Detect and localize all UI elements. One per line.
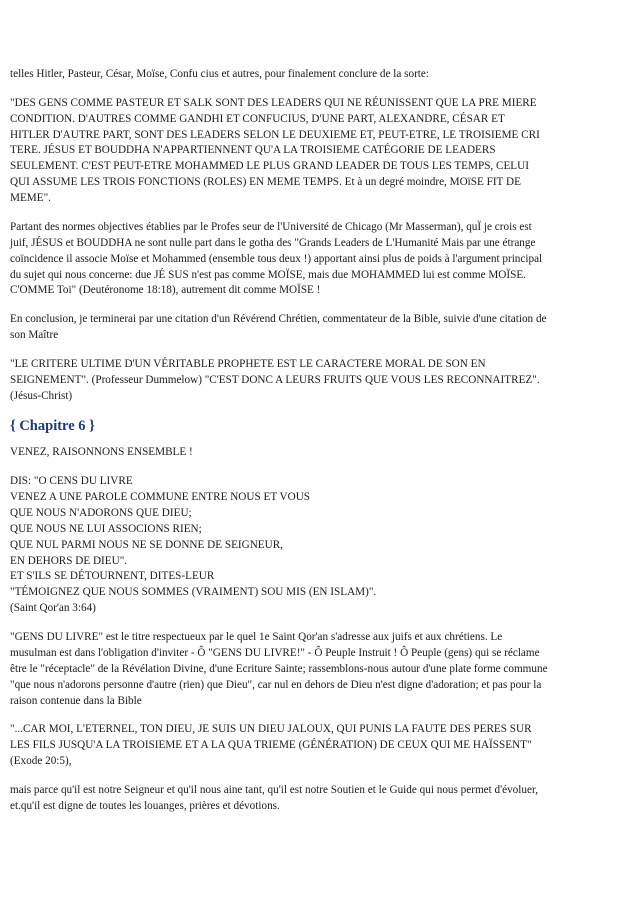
text-line: TERE. JÉSUS ET BOUDDHA N'APPARTIENNENT QU'A LA TROISIEME CATÉGORIE DE LEADERS	[10, 144, 496, 157]
text-line: mais parce qu'il est notre Seigneur et qu'il nous aine tant, qu'il est notre Soutien et le Guide qui nous permet d'évoluer,	[10, 783, 539, 796]
body-paragraph	[10, 220, 632, 300]
text-line: EN DEHORS DE DIEU".	[10, 554, 128, 567]
body-paragraph	[10, 445, 632, 461]
text-line: son Maître	[10, 329, 59, 342]
text-line: QUE NUL PARMI NOUS NE SE DONNE DE SEIGNEUR,	[10, 538, 283, 551]
text-line: HITLER D'AUTRE PART, SONT DES LEADERS SELON LE DEUXIEME ET, PEUT-ETRE, LE TROISIEME CRI	[10, 128, 540, 141]
text-line: et.qu'il est digne de toutes les louanges, prières et dévotions.	[10, 799, 280, 812]
text-line: LES FILS JUSQU'A LA TROISIEME ET A LA QUA TRIEME (GÉNÉRATION) DE CEUX QUI ME HAÏSSENT"	[10, 739, 532, 752]
text-line: juif, JÉSUS et BOUDDHA ne sont nulle part dans le gotha des "Grands Leaders de L'Humanité Mais par une étrange	[10, 236, 536, 249]
text-line: C'OMME Toi" (Deutéronome 18:18), autrement dit comme MOÏSE !	[10, 284, 321, 297]
text-line: raison contenue dans la Bible	[10, 694, 142, 707]
text-line: "DES GENS COMME PASTEUR ET SALK SONT DES LEADERS QUI NE RÉUNISSENT QUE LA PRE MIERE	[10, 96, 537, 109]
intro-paragraph	[10, 67, 632, 83]
body-paragraph	[10, 630, 632, 710]
text-line: QUE NOUS NE LUI ASSOCIONS RIEN;	[10, 522, 202, 535]
text-line: CONDITION. D'AUTRES COMME GANDHI ET CONFUCIUS, D'UNE PART, ALEXANDRE, CÉSAR ET	[10, 112, 505, 125]
text-line: SEULEMENT. C'EST PEUT-ETRE MOHAMMED LE PLUS GRAND LEADER DE TOUS LES TEMPS, CELUI	[10, 160, 529, 173]
text-line: être le "réceptacle" de la Révélation Divine, d'une Ecriture Sainte; rassemblons-nous autour d'une plate forme commune	[10, 662, 548, 675]
verse-paragraph	[10, 474, 632, 617]
text-line: ET S'ILS SE DÉTOURNENT, DITES-LEUR	[10, 570, 215, 583]
text-line: Partant des normes objectives établies par le Profes seur de l'Université de Chicago (Mr Masserman), quÏ je crois est	[10, 220, 532, 233]
text-line: coïncidence il associe Moïse et Mohammed (ensemble tous deux !) apportant ainsi plus de poids à l'argument principal	[10, 252, 543, 265]
text-line: (Saint Qor'an 3:64)	[10, 602, 96, 615]
quote-paragraph	[10, 722, 632, 770]
text-line: "GENS DU LIVRE" est le titre respectueux par le quel 1e Saint Qor'an s'adresse aux juifs et aux chrétiens. Le	[10, 630, 503, 643]
text-line: telles Hitler, Pasteur, César, Moïse, Confu cius et autres, pour finalement conclure de la sorte:	[10, 68, 429, 80]
text-line: VENEZ, RAISONNONS ENSEMBLE !	[10, 446, 193, 459]
body-paragraph	[10, 312, 632, 344]
text-line: musulman est dans l'obligation d'inviter - Ô "GENS DU LIVRE!" - Ô Peuple Instruit ! Ô Peuple (gens) qui se réclame	[10, 646, 540, 659]
text-line: du sujet qui nous concerne: due JÉ SUS n'est pas comme MOÏSE, mais due MOHAMMED lui est comme MOÏSE.	[10, 268, 526, 281]
text-line: MEME".	[10, 192, 51, 205]
text-line: En conclusion, je terminerai par une citation d'un Révérend Chrétien, commentateur de la Bible, suivie d'une citation de	[10, 313, 547, 326]
body-paragraph	[10, 783, 632, 815]
text-line: SEIGNEMENT". (Professeur Dummelow) "C'EST DONC A LEURS FRUITS QUE VOUS LES RECONNAITREZ".	[10, 373, 540, 386]
text-line: VENEZ A UNE PAROLE COMMUNE ENTRE NOUS ET VOUS	[10, 490, 311, 503]
chapter-heading: { Chapitre 6 }	[10, 418, 95, 435]
document-page	[10, 67, 632, 827]
text-line: (Jésus-Christ)	[10, 389, 73, 402]
text-line: QUI ASSUME LES TROIS FONCTIONS (ROLES) EN MEME TEMPS. Et à un degré moindre, MOïSE FIT DE	[10, 176, 521, 189]
text-line: "TÉMOIGNEZ QUE NOUS SOMMES (VRAIMENT) SOU MIS (EN ISLAM)".	[10, 586, 377, 599]
text-line: (Exode 20:5),	[10, 755, 72, 768]
text-line: QUE NOUS N'ADORONS QUE DIEU;	[10, 506, 192, 519]
text-line: "LE CRITERE ULTIME D'UN VÉRITABLE PROPHETE EST LE CARACTERE MORAL DE SON EN	[10, 357, 486, 370]
text-line: DIS: "O CENS DU LIVRE	[10, 475, 133, 487]
text-line: "...CAR MOI, L'ETERNEL, TON DIEU, JE SUIS UN DIEU JALOUX, QUI PUNIS LA FAUTE DES PERES SUR	[10, 723, 532, 736]
quote-paragraph	[10, 357, 632, 405]
quote-paragraph	[10, 96, 632, 207]
text-line: "que nous n'adorons personne d'autre (rien) que Dieu", car nul en dehors de Dieu n'est digne d'adoration; et pas pour la	[10, 678, 542, 691]
